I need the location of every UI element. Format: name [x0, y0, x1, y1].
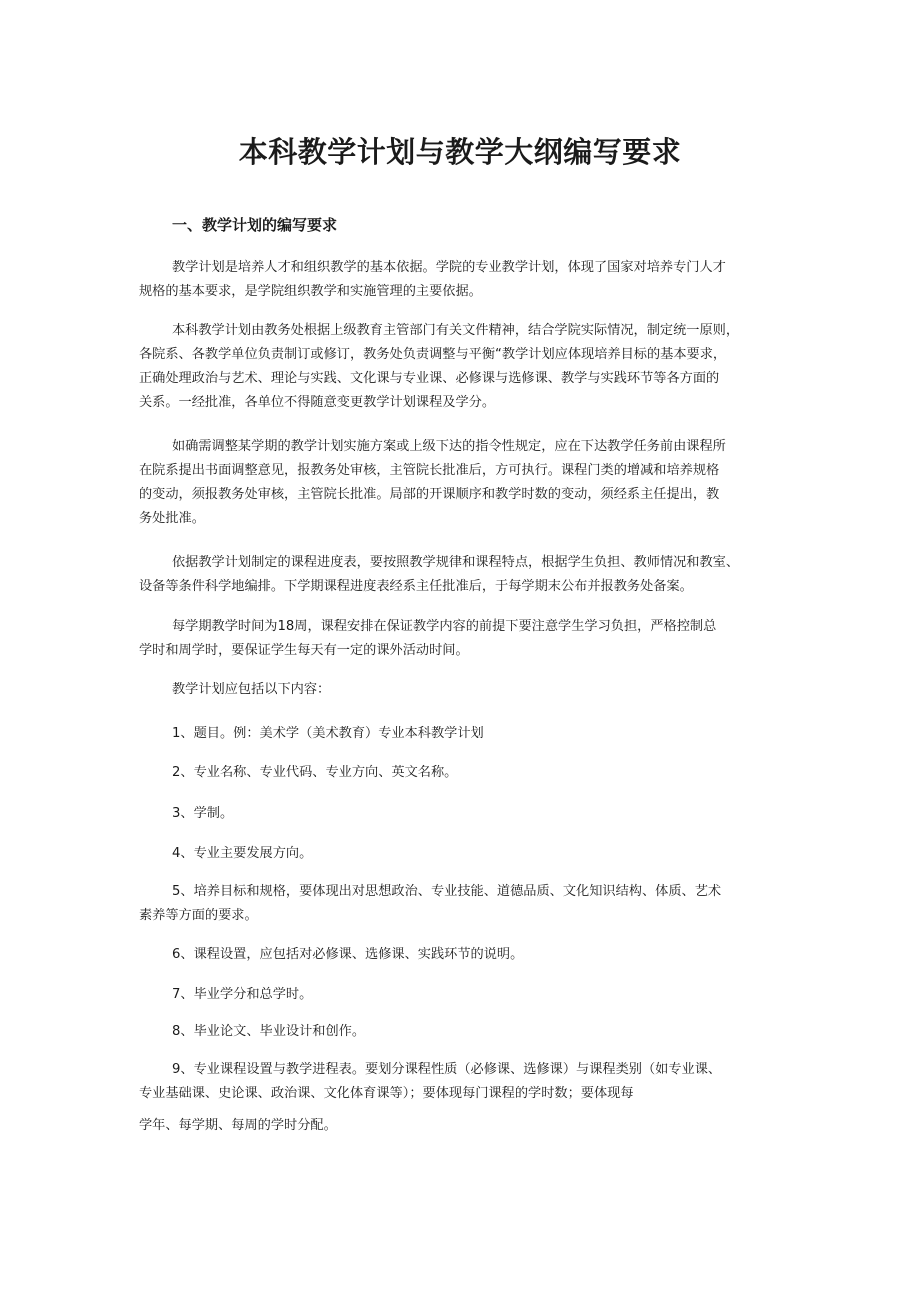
- paragraph-line: 在院系提出书面调整意见，报教务处审核，主管院长批准后，方可执行。课程门类的增减和培养规格: [139, 463, 720, 478]
- paragraph-line: 本科教学计划由教务处根据上级教育主管部门有关文件精神，结合学院实际情况，制定统一原则，: [172, 323, 740, 338]
- list-item-line: 4、专业主要发展方向。: [172, 846, 313, 861]
- paragraph-contents-intro: [139, 678, 799, 702]
- paragraph-line: 每学期教学时间为18周，课程安排在保证教学内容的前提下要注意学生学习负担，严格控制总: [172, 619, 717, 634]
- list-item: [139, 943, 799, 967]
- list-item-line: 2、专业名称、专业代码、专业方向、英文名称。: [172, 765, 458, 780]
- list-item: [139, 802, 799, 826]
- list-item: [139, 761, 799, 785]
- paragraph-line: 教学计划是培养人才和组织教学的基本依据。学院的专业教学计划，体现了国家对培养专门人才: [172, 260, 726, 275]
- paragraph-schedule: [139, 551, 799, 599]
- list-item: [139, 1058, 799, 1138]
- paragraph-line: 各院系、各教学单位负责制订或修订，教务处负责调整与平衡“教学计划应体现培养目标的基本要求，: [139, 347, 727, 362]
- paragraph-line: 务处批准。: [139, 511, 205, 526]
- paragraph-line: 设备等条件科学地编排。下学期课程进度表经系主任批准后，于每学期末公布并报教务处备案。: [139, 579, 693, 594]
- paragraph-line: 正确处理政治与艺术、理论与实践、文化课与专业课、必修课与选修课、教学与实践环节等各方面的: [139, 371, 720, 386]
- paragraph-line: 的变动，须报教务处审核，主管院长批准。局部的开课顺序和教学时数的变动，须经系主任提出，教: [139, 487, 720, 502]
- list-item: [139, 722, 799, 746]
- paragraph-adjustment: [139, 435, 799, 531]
- section-heading: 一、教学计划的编写要求: [172, 216, 338, 234]
- list-item-line: 5、培养目标和规格，要体现出对思想政治、专业技能、道德品质、文化知识结构、体质、艺术: [172, 884, 722, 899]
- paragraph-line: 如确需调整某学期的教学计划实施方案或上级下达的指令性规定，应在下达教学任务前由课程所: [172, 439, 726, 454]
- paragraph-line: 教学计划应包括以下内容：: [172, 682, 331, 697]
- list-item-line: 6、课程设置，应包括对必修课、选修课、实践环节的说明。: [172, 947, 524, 962]
- paragraph-line: 规格的基本要求，是学院组织教学和实施管理的主要依据。: [139, 284, 482, 299]
- list-item-line: 专业基础课、史论课、政治课、文化体育课等）；要体现每门课程的学时数；要体现每: [139, 1086, 634, 1101]
- list-item-line: 7、毕业学分和总学时。: [172, 987, 313, 1002]
- paragraph-formulation: [139, 319, 799, 415]
- paragraph-line: 依据教学计划制定的课程进度表，要按照教学规律和课程特点，根据学生负担、教师情况和教室、: [172, 555, 740, 570]
- list-item: [139, 983, 799, 1007]
- paragraph-line: 学时和周学时，要保证学生每天有一定的课外活动时间。: [139, 643, 469, 658]
- paragraph-basis: [139, 256, 799, 304]
- list-item: [139, 880, 799, 928]
- list-item-line: 8、毕业论文、毕业设计和创作。: [172, 1024, 366, 1039]
- paragraph-line: 关系。一经批准，各单位不得随意变更教学计划课程及学分。: [139, 395, 496, 410]
- list-item: [139, 842, 799, 866]
- document-title: 本科教学计划与教学大纲编写要求: [238, 135, 682, 169]
- list-item: [139, 1020, 799, 1044]
- list-item-line: 学年、每学期、每周的学时分配。: [139, 1118, 337, 1133]
- list-item-line: 1、题目。例：美术学（美术教育）专业本科教学计划: [172, 726, 484, 741]
- list-item-line: 素养等方面的要求。: [139, 908, 258, 923]
- list-item-line: 3、学制。: [172, 806, 234, 821]
- list-item-line: 9、专业课程设置与教学进程表。要划分课程性质（必修课、选修课）与课程类别（如专业课、: [172, 1062, 722, 1077]
- paragraph-term-time: [139, 615, 799, 663]
